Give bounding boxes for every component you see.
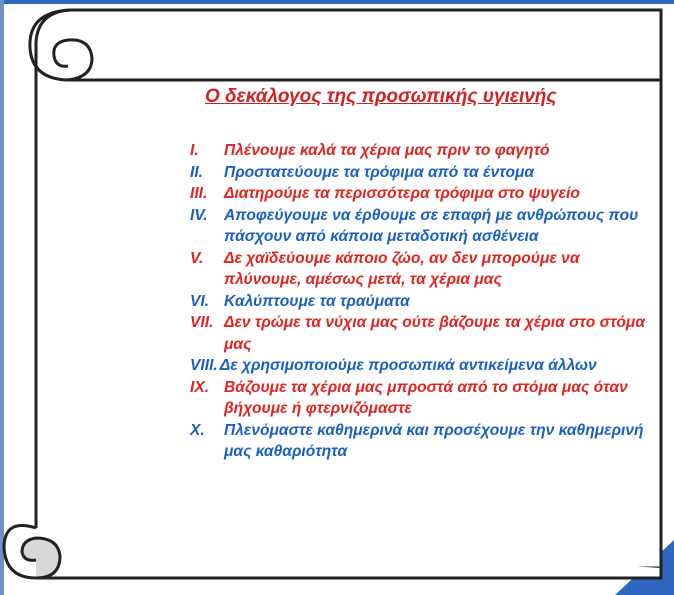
commandment-numeral: VIII.: [190, 357, 218, 374]
commandment-item: [190, 377, 655, 420]
commandment-item: [190, 291, 655, 313]
left-accent-strip: [0, 0, 4, 595]
commandment-item: [190, 183, 655, 205]
commandment-item: [190, 312, 655, 355]
commandment-item: [190, 205, 655, 248]
commandment-item: [190, 420, 655, 463]
commandment-numeral: VII.: [190, 314, 214, 331]
commandment-numeral: VI.: [190, 292, 210, 310]
commandment-text: Πλένουμε καλά τα χέρια μας πριν το φαγητό: [224, 142, 550, 159]
top-accent-strip: [0, 0, 674, 4]
commandment-text: Δε χρησιμοποιούμε προσωπικά αντικείμενα άλλων: [219, 357, 597, 374]
commandment-numeral: II.: [190, 163, 203, 181]
commandments-list: [190, 140, 655, 463]
commandment-text: Πλενόμαστε καθημερινά και προσέχουμε την καθημερινή μας καθαριότητα: [224, 421, 644, 460]
commandment-numeral: IV.: [190, 206, 208, 224]
commandment-text: Διατηρούμε τα περισσότερα τρόφιμα στο ψυγείο: [224, 185, 580, 202]
commandment-item: [190, 162, 655, 184]
commandment-text: Αποφεύγουμε να έρθουμε σε επαφή με ανθρώπους που πάσχουν από κάποια μεταδοτική ασθένεια: [224, 206, 639, 245]
commandment-text: Προστατεύουμε τα τρόφιμα από τα έντομα: [224, 163, 535, 181]
commandment-text: Καλύπτουμε τα τραύματα: [224, 292, 410, 310]
commandment-item: [190, 140, 655, 162]
commandment-numeral: X.: [190, 421, 205, 439]
commandment-numeral: V.: [190, 249, 204, 267]
commandment-numeral: I.: [190, 142, 199, 159]
commandment-numeral: IX.: [190, 378, 210, 396]
commandment-numeral: III.: [190, 185, 208, 202]
commandment-item: [190, 248, 655, 291]
document-title: Ο δεκάλογος της προσωπικής υγιεινής: [205, 86, 557, 107]
commandment-text: Βάζουμε τα χέρια μας μπροστά από το στόμα μας όταν βήχουμε ή φτερνιζόμαστε: [224, 378, 628, 417]
commandment-text: Δε χαϊδεύουμε κάποιο ζώο, αν δεν μπορούμε να πλύνουμε, αμέσως μετά, τα χέρια μας: [224, 249, 580, 288]
commandment-text: Δεν τρώμε τα νύχια μας ούτε βάζουμε τα χέρια στο στόμα μας: [224, 314, 645, 353]
commandment-item: [190, 355, 655, 377]
